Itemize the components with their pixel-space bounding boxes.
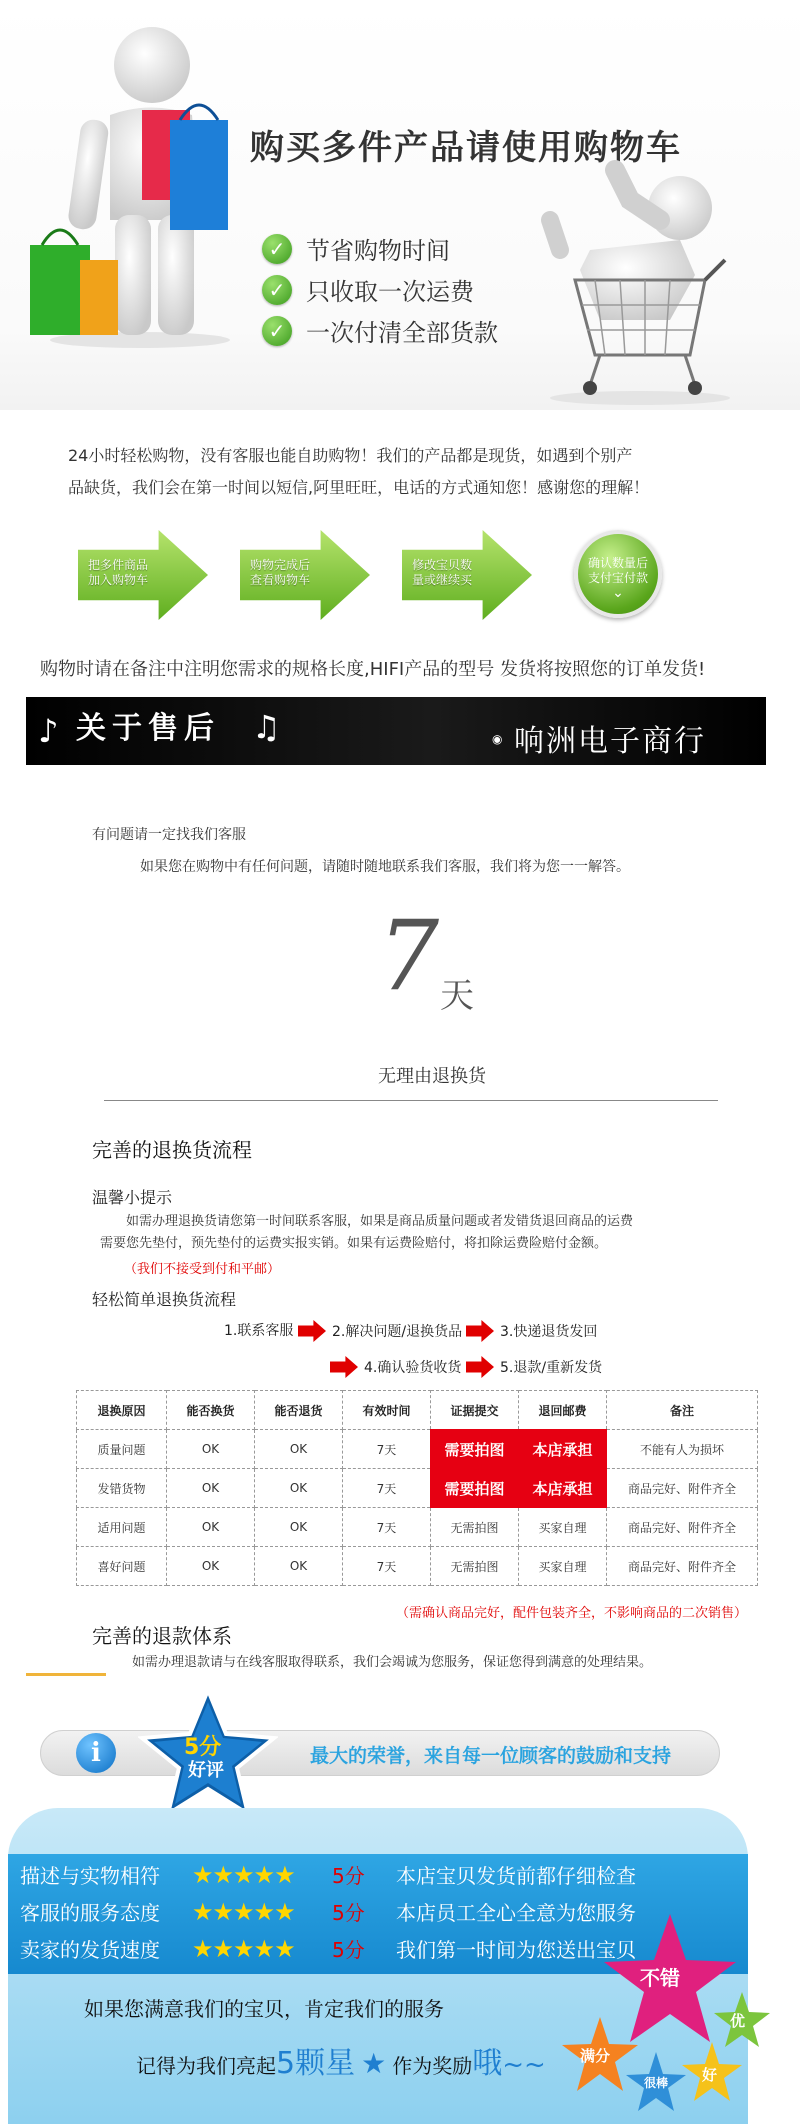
- hero-section: [0, 0, 800, 410]
- step-label-line: 修改宝贝数: [412, 558, 473, 572]
- table-cell: OK: [255, 1469, 343, 1508]
- rating-score: 5分: [332, 1901, 365, 1925]
- banner-title: 关于售后: [76, 711, 220, 746]
- star-icon: ★★★★★: [192, 1897, 295, 1926]
- table-cell: OK: [167, 1430, 255, 1469]
- table-footnote: （需确认商品完好，配件包装齐全，不影响商品的二次销售）: [396, 1606, 748, 1621]
- bottom-text: ~~: [502, 2050, 546, 2080]
- table-cell-highlight: 需要拍图: [431, 1430, 519, 1469]
- table-row: [77, 1508, 758, 1547]
- step-label-line: 把多件商品: [88, 558, 149, 572]
- refund-text: 如需办理退款请与在线客服取得联系，我们会竭诚为您服务，保证您得到满意的处理结果。: [132, 1655, 653, 1670]
- table-row: [77, 1469, 758, 1508]
- table-cell: 商品完好、附件齐全: [607, 1547, 758, 1586]
- rating-row: [20, 1860, 636, 1889]
- return-policy-table: [76, 1390, 758, 1586]
- shopping-figure-illustration: [30, 20, 230, 350]
- check-icon: ✓: [262, 234, 292, 264]
- benefit-item: [262, 231, 450, 266]
- flow-step-label: 2.解决问题/退换货品: [332, 1324, 463, 1340]
- star-icon: ★★★★★: [192, 1860, 295, 1889]
- tips-line: 需要您先垫付，预先垫付的运费实报实销。如果有运费险赔付，将扣除运费险赔付金额。: [100, 1236, 608, 1251]
- table-cell: 发错货物: [77, 1469, 167, 1508]
- confirm-label-line: 支付宝付款: [587, 571, 648, 585]
- benefit-text: 一次付清全部货款: [306, 319, 498, 347]
- flow-step-label: 3.快递退货发回: [500, 1324, 598, 1340]
- table-cell: OK: [255, 1547, 343, 1586]
- badge-label: 好评: [188, 1760, 224, 1781]
- info-icon: i: [76, 1733, 116, 1773]
- table-header-cell: 证据提交: [431, 1391, 519, 1430]
- intro-line: 品缺货，我们会在第一时间以短信,阿里旺旺，电话的方式通知您！感谢您的理解！: [68, 478, 650, 497]
- check-icon: ✓: [262, 275, 292, 305]
- benefit-text: 节省购物时间: [306, 237, 450, 265]
- rating-row: [20, 1934, 636, 1963]
- flow-step: [330, 1356, 461, 1378]
- return-process-heading: 完善的退换货流程: [92, 1138, 252, 1162]
- step-label-line: 查看购物车: [250, 573, 311, 587]
- table-cell: 7天: [343, 1508, 431, 1547]
- step-label: [88, 558, 168, 588]
- table-cell: 7天: [343, 1430, 431, 1469]
- deco-label: 优: [730, 2012, 746, 2030]
- circle-dot-icon: ◉: [492, 732, 503, 746]
- star-icon: ★★★★★: [192, 1934, 295, 1963]
- table-cell: 买家自理: [519, 1508, 607, 1547]
- benefit-item: [262, 313, 498, 348]
- check-icon: ✓: [262, 316, 292, 346]
- table-cell: 商品完好、附件齐全: [607, 1469, 758, 1508]
- simple-flow-heading: 轻松简单退换货流程: [92, 1290, 237, 1309]
- deco-label: 很棒: [644, 2076, 669, 2090]
- benefit-text: 只收取一次运费: [306, 278, 474, 306]
- rating-label: 客服的服务态度: [20, 1901, 160, 1925]
- step-arrow-modify-quantity: [402, 530, 532, 620]
- table-cell: 无需拍图: [431, 1547, 519, 1586]
- music-note-icon: ♪: [38, 712, 59, 750]
- shopping-cart-illustration: [520, 160, 750, 410]
- table-cell: OK: [167, 1547, 255, 1586]
- table-cell-highlight: 本店承担: [519, 1430, 607, 1469]
- badge-score: 5分: [184, 1735, 222, 1760]
- table-cell: OK: [167, 1469, 255, 1508]
- flow-step-label: 5.退款/重新发货: [500, 1360, 603, 1376]
- table-header-cell: 有效时间: [343, 1391, 431, 1430]
- intro-line: 24小时轻松购物，没有客服也能自助购物！我们的产品都是现货，如遇到个别产: [68, 446, 633, 465]
- step-arrow-add-to-cart: [78, 530, 208, 620]
- intro-paragraph: [68, 440, 708, 504]
- bottom-message: 如果您满意我们的宝贝，肯定我们的服务: [84, 1997, 444, 2021]
- bottom-text: 记得为我们亮起: [136, 2054, 276, 2078]
- divider: [104, 1100, 718, 1101]
- table-cell: 无需拍图: [431, 1508, 519, 1547]
- step-label: [412, 558, 492, 588]
- rating-score: 5分: [332, 1864, 365, 1888]
- table-cell: 7天: [343, 1469, 431, 1508]
- confirm-label-line: 确认数量后: [587, 556, 648, 570]
- refund-heading: 完善的退款体系: [92, 1624, 232, 1648]
- rating-label: 描述与实物相符: [20, 1864, 160, 1888]
- rating-desc: 本店宝贝发货前都仔细检查: [396, 1864, 636, 1888]
- table-cell-highlight: 本店承担: [519, 1469, 607, 1508]
- step-label-line: 加入购物车: [88, 573, 149, 587]
- contact-text: 如果您在购物中有任何问题，请随时随地联系我们客服，我们将为您一一解答。: [140, 859, 630, 875]
- table-header-cell: 备注: [607, 1391, 758, 1430]
- rating-score: 5分: [332, 1938, 365, 1962]
- table-cell: 7天: [343, 1547, 431, 1586]
- bottom-message-2: [136, 2038, 546, 2082]
- arrow-right-icon: [466, 1320, 494, 1342]
- arrow-right-icon: [466, 1356, 494, 1378]
- star-icon: ★: [361, 2047, 387, 2080]
- table-cell: OK: [167, 1508, 255, 1547]
- confirm-pay-button[interactable]: [574, 530, 662, 618]
- table-cell-highlight: 需要拍图: [431, 1469, 519, 1508]
- hero-title: 购买多件产品请使用购物车: [250, 128, 682, 168]
- arrow-right-icon: [330, 1356, 358, 1378]
- rating-desc: 我们第一时间为您送出宝贝: [396, 1938, 636, 1962]
- rating-label: 卖家的发货速度: [20, 1938, 160, 1962]
- no-reason-return: 无理由退换货: [378, 1066, 486, 1087]
- flow-step: [298, 1320, 462, 1342]
- table-cell: 适用问题: [77, 1508, 167, 1547]
- step-arrow-view-cart: [240, 530, 370, 620]
- table-cell: 不能有人为损坏: [607, 1430, 758, 1469]
- step-label-line: 量或继续买: [412, 573, 473, 587]
- tips-line: 如需办理退换货请您第一时间联系客服，如果是商品质量问题或者发错货退回商品的运费: [126, 1214, 634, 1229]
- deco-label: 不错: [640, 1966, 680, 1990]
- table-header-cell: 退换原因: [77, 1391, 167, 1430]
- table-cell: 买家自理: [519, 1547, 607, 1586]
- step-label-line: 购物完成后: [250, 558, 311, 572]
- accent-bar: [26, 1673, 106, 1676]
- table-header-cell: 退回邮费: [519, 1391, 607, 1430]
- deco-label: 满分: [580, 2047, 611, 2065]
- days-number: 7: [378, 900, 440, 1012]
- honor-text: 最大的荣誉，来自每一位顾客的鼓励和支持: [310, 1745, 672, 1767]
- flow-step: [466, 1320, 597, 1342]
- table-row: [77, 1430, 758, 1469]
- contact-heading: 有问题请一定找我们客服: [92, 827, 246, 843]
- rating-row: [20, 1897, 636, 1926]
- flow-step-label: 4.确认验货收货: [364, 1360, 462, 1376]
- tips-red-note: （我们不接受到付和平邮）: [124, 1262, 281, 1277]
- flow-step: [224, 1320, 293, 1340]
- shop-name: 响洲电子商行: [514, 724, 706, 759]
- order-note: 购物时请在备注中注明您需求的规格长度,HIFI产品的型号 发货将按照您的订单发货!: [40, 659, 706, 680]
- deco-label: 好: [702, 2066, 718, 2084]
- table-header-cell: 能否换货: [167, 1391, 255, 1430]
- bottom-text: 作为奖励: [392, 2054, 473, 2078]
- bottom-text: 哦: [472, 2046, 503, 2081]
- five-stars-text: 5颗星: [276, 2046, 356, 2081]
- days-unit: 天: [440, 976, 474, 1016]
- confirm-label: [578, 556, 658, 601]
- table-row: [77, 1547, 758, 1586]
- rating-desc: 本店员工全心全意为您服务: [396, 1901, 636, 1925]
- step-label: [250, 558, 330, 588]
- music-note-icon: ♫: [252, 708, 281, 746]
- table-cell: 质量问题: [77, 1430, 167, 1469]
- flow-step-label: 1.联系客服: [224, 1323, 294, 1339]
- flow-step: [466, 1356, 602, 1378]
- table-header-row: [77, 1391, 758, 1430]
- table-cell: OK: [255, 1430, 343, 1469]
- tips-heading: 温馨小提示: [92, 1188, 173, 1207]
- chevron-down-icon: ⌄: [612, 585, 624, 601]
- table-cell: OK: [255, 1508, 343, 1547]
- table-cell: 喜好问题: [77, 1547, 167, 1586]
- table-header-cell: 能否退货: [255, 1391, 343, 1430]
- benefit-item: [262, 272, 474, 307]
- arrow-right-icon: [298, 1320, 326, 1342]
- table-cell: 商品完好、附件齐全: [607, 1508, 758, 1547]
